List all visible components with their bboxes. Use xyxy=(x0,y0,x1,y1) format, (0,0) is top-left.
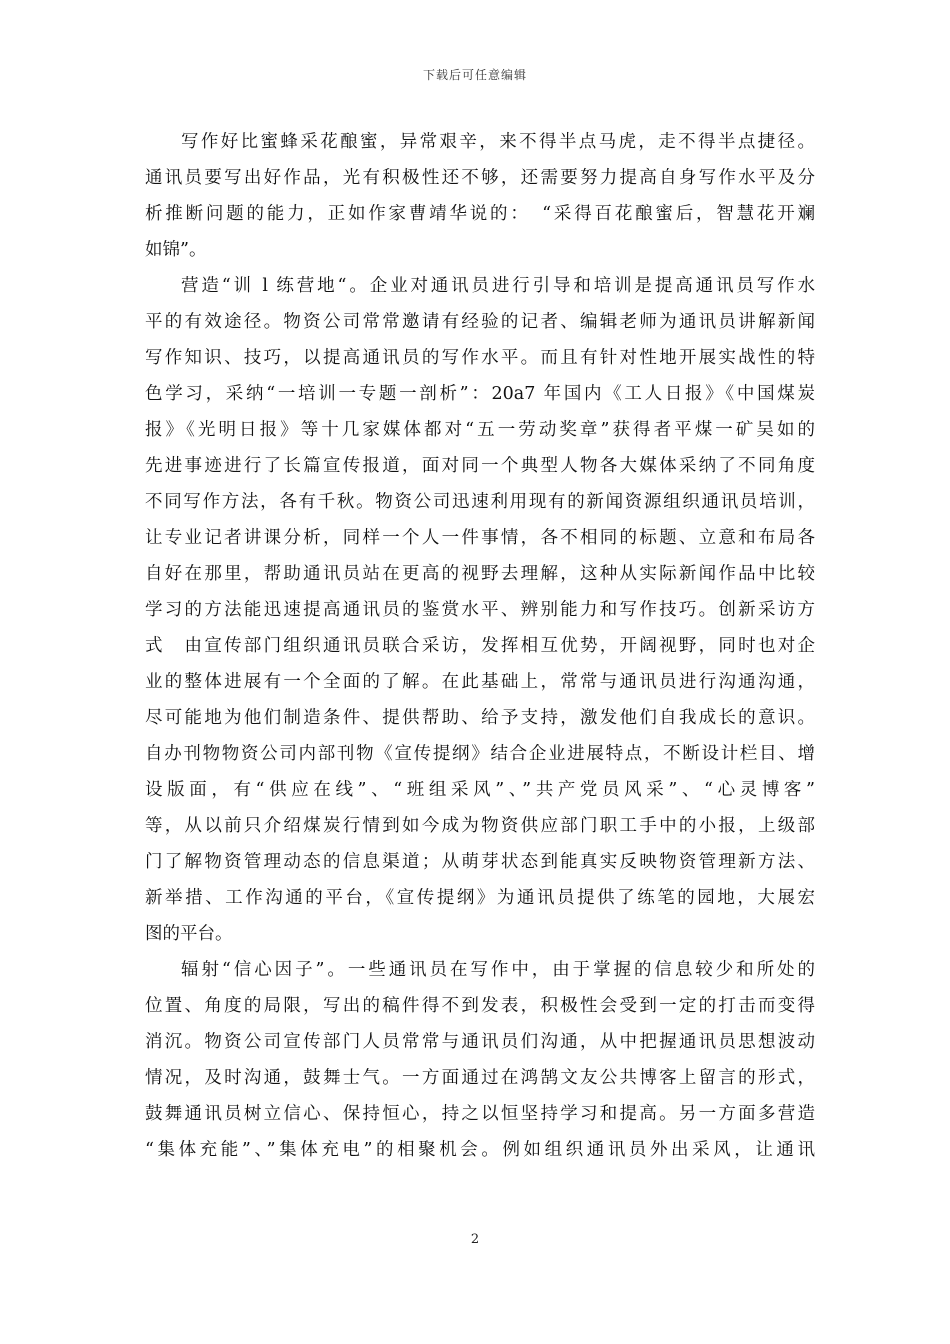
text-line: 写作知识、技巧，以提高通讯员的写作水平。而且有针对性地开展实战性的特 xyxy=(145,348,815,368)
text-line: 设版面，有“供应在线”、“班组采风”、”共产党员风采”、“心灵博客” xyxy=(145,780,815,800)
text-line: 自好在那里，帮助通讯员站在更高的视野去理解，这种从实际新闻作品中比较 xyxy=(145,564,815,584)
text-line: 消沉。物资公司宣传部门人员常常与通讯员们沟通，从中把握通讯员思想波动 xyxy=(145,1032,815,1052)
text-line: 析推断问题的能力，正如作家曹靖华说的： “采得百花酿蜜后，智慧花开斓 xyxy=(145,204,815,224)
text-line: 如锦”。 xyxy=(145,240,207,260)
text-line: 营造“训 l 练营地“。企业对通讯员进行引导和培训是提高通讯员写作水 xyxy=(181,276,815,296)
text-line: 位置、角度的局限，写出的稿件得不到发表，积极性会受到一定的打击而变得 xyxy=(145,996,815,1016)
text-line: “集体充能”、”集体充电”的相聚机会。例如组织通讯员外出采风，让通讯 xyxy=(145,1140,815,1160)
text-line: 学习的方法能迅速提高通讯员的鉴赏水平、辨别能力和写作技巧。创新采访方 xyxy=(145,600,815,620)
text-line: 业的整体进展有一个全面的了解。在此基础上，常常与通讯员进行沟通沟通， xyxy=(145,672,815,692)
text-line: 让专业记者讲课分析，同样一个人一件事情，各不相同的标题、立意和布局各 xyxy=(145,528,815,548)
paragraph-2 xyxy=(145,268,815,952)
text-line: 情况，及时沟通，鼓舞士气。一方面通过在鸿鹄文友公共博客上留言的形式， xyxy=(145,1068,815,1088)
text-line: 新举措、工作沟通的平台，《宣传提纲》为通讯员提供了练笔的园地，大展宏 xyxy=(145,888,815,908)
text-line: 先进事迹进行了长篇宣传报道，面对同一个典型人物各大媒体采纳了不同角度 xyxy=(145,456,815,476)
page-number: 2 xyxy=(470,1232,480,1247)
text-line: 平的有效途径。物资公司常常邀请有经验的记者、编辑老师为通讯员讲解新闻 xyxy=(145,312,815,332)
text-line: 报》《光明日报》等十几家媒体都对“五一劳动奖章”获得者平煤一矿吴如的 xyxy=(145,420,815,440)
text-line: 等，从以前只介绍煤炭行情到如今成为物资供应部门职工手中的小报，上级部 xyxy=(145,816,815,836)
text-line: 色学习，采纳“一培训一专题一剖析”：20a7 年国内《工人日报》《中国煤炭 xyxy=(145,384,815,404)
document-body xyxy=(145,124,815,1168)
paragraph-1 xyxy=(145,124,815,268)
text-line: 尽可能地为他们制造条件、提供帮助、给予支持，激发他们自我成长的意识。 xyxy=(145,708,815,728)
text-line: 门了解物资管理动态的信息渠道；从萌芽状态到能真实反映物资管理新方法、 xyxy=(145,852,815,872)
text-line: 不同写作方法，各有千秋。物资公司迅速利用现有的新闻资源组织通讯员培训， xyxy=(145,492,815,512)
text-line: 通讯员要写出好作品，光有积极性还不够，还需要努力提高自身写作水平及分 xyxy=(145,168,815,188)
text-line: 自办刊物物资公司内部刊物《宣传提纲》结合企业进展特点，不断设计栏目、增 xyxy=(145,744,815,764)
text-line: 写作好比蜜蜂采花酿蜜，异常艰辛，来不得半点马虎，走不得半点捷径。 xyxy=(181,132,815,152)
text-line: 式 由宣传部门组织通讯员联合采访，发挥相互优势，开阔视野，同时也对企 xyxy=(145,636,815,656)
text-line: 辐射“信心因子”。一些通讯员在写作中，由于掌握的信息较少和所处的 xyxy=(181,960,815,980)
text-line: 鼓舞通讯员树立信心、保持恒心，持之以恒坚持学习和提高。另一方面多营造 xyxy=(145,1104,815,1124)
text-line: 图的平台。 xyxy=(145,924,233,944)
page-header: 下载后可任意编辑 xyxy=(422,68,527,82)
paragraph-3 xyxy=(145,952,815,1168)
